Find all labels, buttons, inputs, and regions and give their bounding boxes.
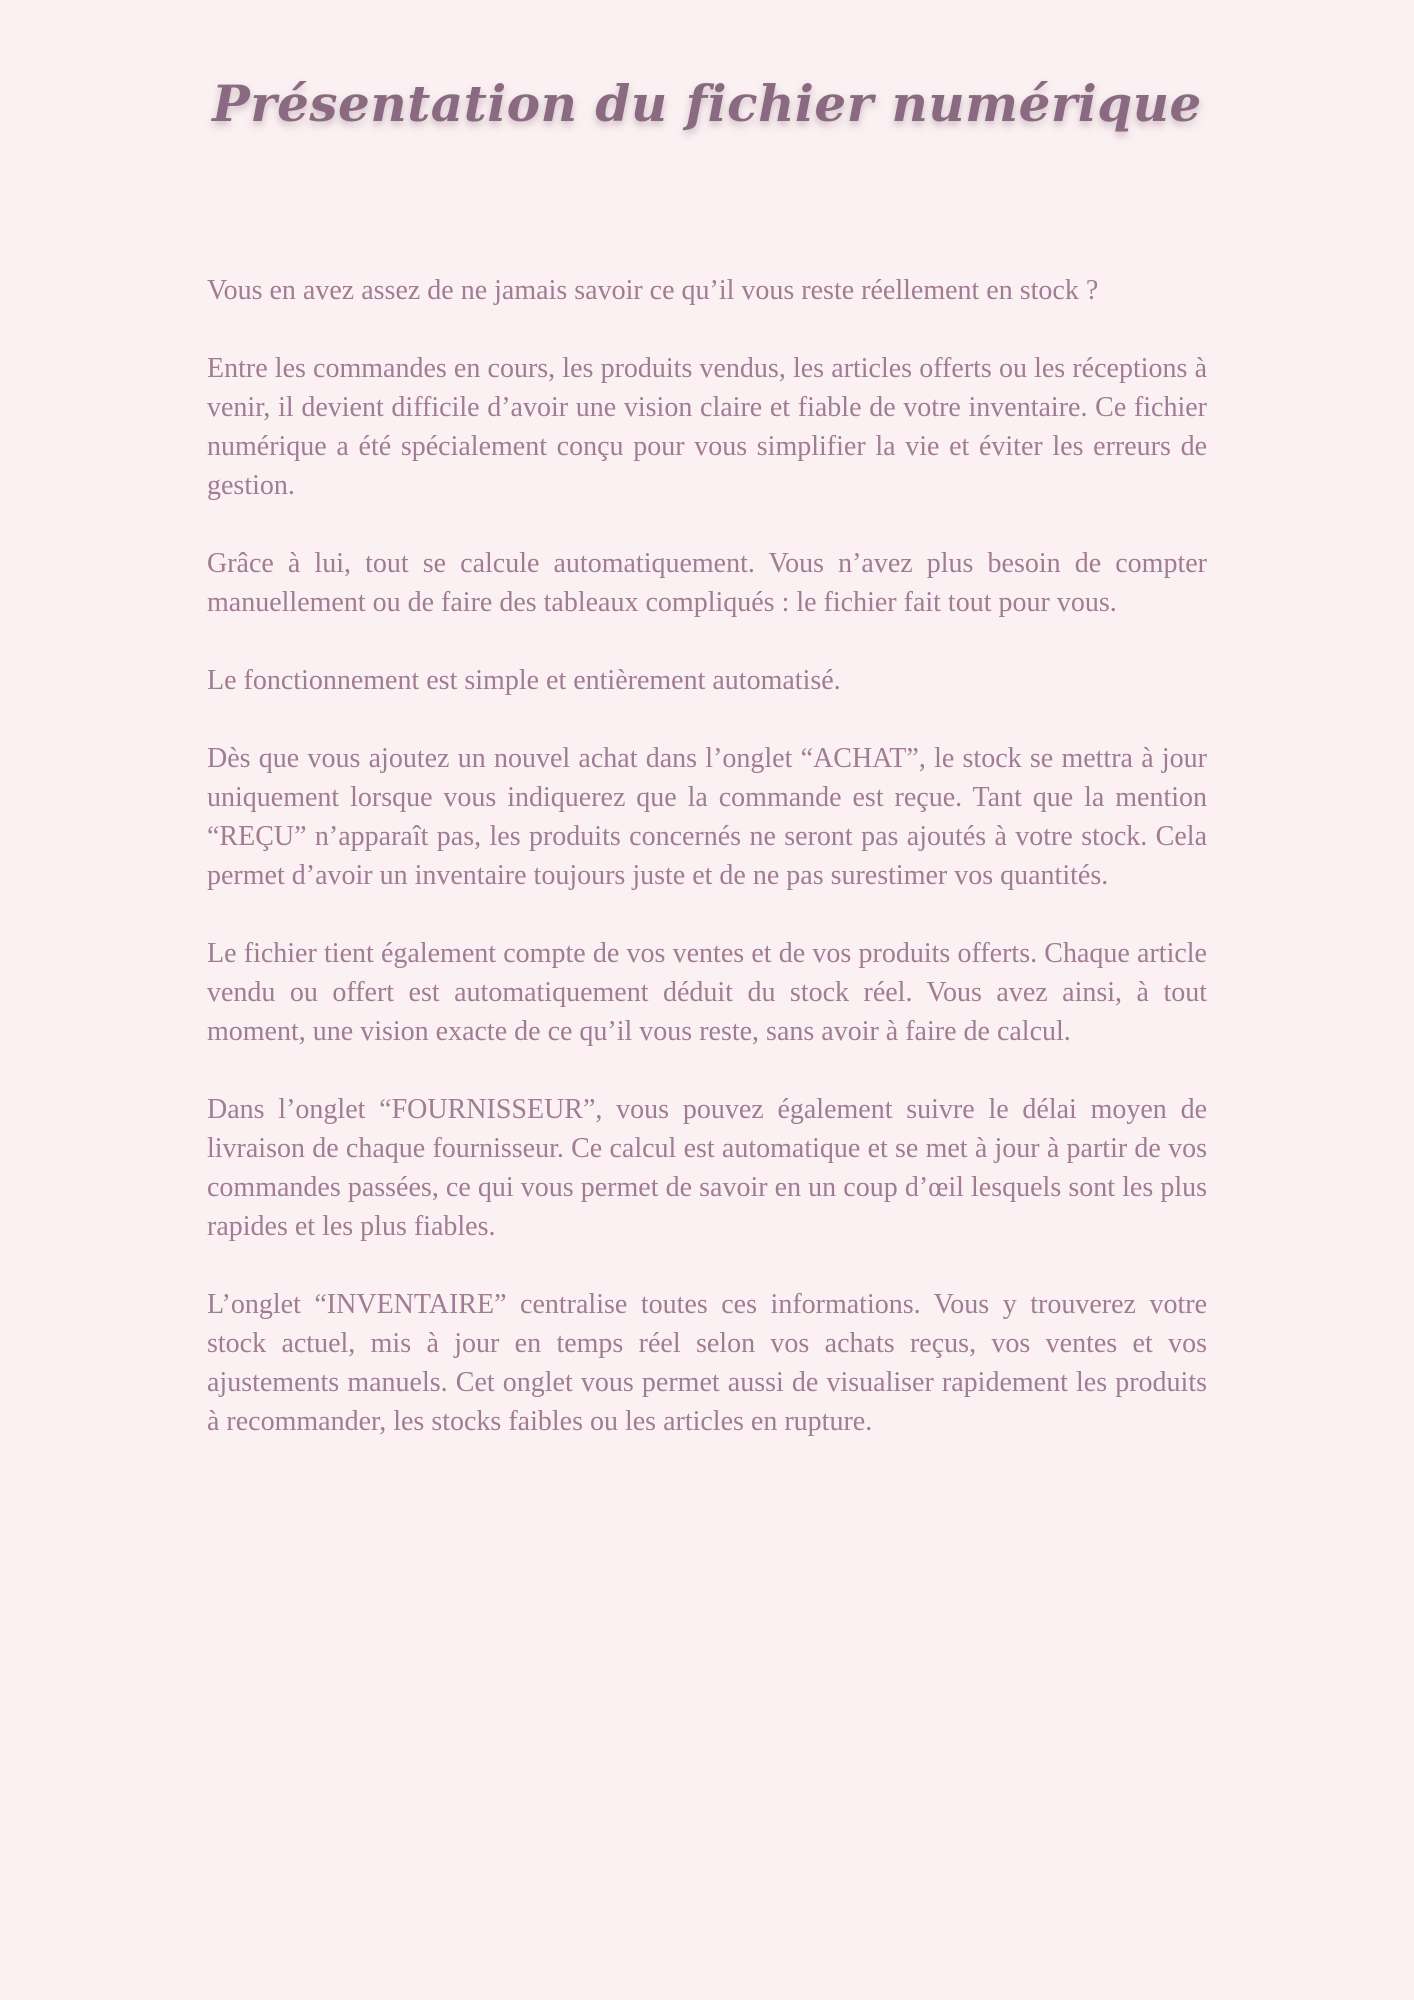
paragraph-sales: Le fichier tient également compte de vos ventes et de vos produits offerts. Chaque article vendu ou offert est automatiquement déduit du stock réel. Vous avez ainsi, à tout moment, une vision exacte de ce qu’il vous reste, sans avoir à faire de calcul. — [207, 938, 1207, 1047]
document-body — [207, 271, 1207, 1480]
paragraph-achat-tab: Dès que vous ajoutez un nouvel achat dans l’onglet “ACHAT”, le stock se mettra à jour uniquement lorsque vous indiquerez que la commande est reçue. Tant que la mention “REÇU” n’apparaît pas, les produits concernés ne seront pas ajoutés à votre stock. Cela permet d’avoir un inventaire toujours juste et de ne pas surestimer vos quantités. — [207, 743, 1207, 891]
paragraph-problem: Entre les commandes en cours, les produits vendus, les articles offerts ou les réceptions à venir, il devient difficile d’avoir une vision claire et fiable de votre inventaire. Ce fichier numérique a été spécialement conçu pour vous simplifier la vie et éviter les erreurs de gestion. — [207, 353, 1207, 501]
paragraph-inventaire-tab: L’onglet “INVENTAIRE” centralise toutes ces informations. Vous y trouverez votre stock actuel, mis à jour en temps réel selon vos achats reçus, vos ventes et vos ajustements manuels. Cet onglet vous permet aussi de visualiser rapidement les produits à recommander, les stocks faibles ou les articles en rupture. — [207, 1289, 1207, 1437]
paragraph-operation: Le fonctionnement est simple et entièrement automatisé. — [207, 665, 841, 696]
paragraph-automatic: Grâce à lui, tout se calcule automatiquement. Vous n’avez plus besoin de compter manuellement ou de faire des tableaux compliqués : le fichier fait tout pour vous. — [207, 548, 1207, 618]
paragraph-fournisseur-tab: Dans l’onglet “FOURNISSEUR”, vous pouvez également suivre le délai moyen de livraison de chaque fournisseur. Ce calcul est automatique et se met à jour à partir de vos commandes passées, ce qui vous permet de savoir en un coup d’œil lesquels sont les plus rapides et les plus fiables. — [207, 1094, 1207, 1242]
page-title: Présentation du fichier numérique — [212, 74, 1202, 133]
paragraph-intro-question: Vous en avez assez de ne jamais savoir ce qu’il vous reste réellement en stock ? — [207, 275, 1099, 306]
